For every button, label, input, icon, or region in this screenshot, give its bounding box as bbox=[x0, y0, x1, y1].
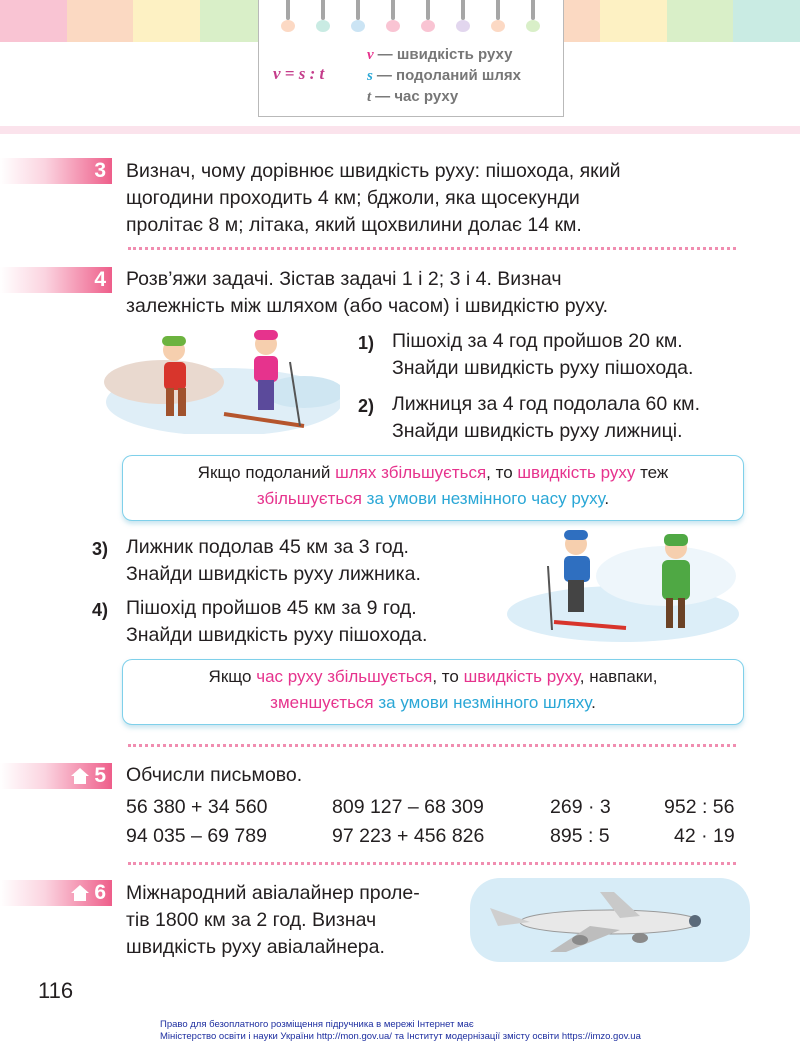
calc-expression: 94 035 – 69 789 bbox=[126, 825, 267, 847]
task-5-number-tab: 5 bbox=[0, 763, 112, 789]
section-divider bbox=[128, 744, 736, 747]
item-1-number: 1) bbox=[358, 333, 375, 353]
section-divider bbox=[128, 247, 736, 250]
ring-icon bbox=[531, 0, 535, 20]
header-color-segment bbox=[0, 0, 67, 42]
task-4-number-tab: 4 bbox=[0, 267, 112, 293]
task-3-text: Визнач, чому дорівнює швидкість руху: пішохода, який щогодини проходить 4 км; бджоли, яка щосекунди пролітає 8 м; літака, який щохвилини долає 14 км. bbox=[126, 160, 621, 236]
calc-expression: 809 127 – 68 309 bbox=[332, 796, 484, 818]
item-3-text: Лижник подолав 45 км за 3 год. Знайди швидкість руху лижника. bbox=[126, 536, 421, 585]
ring-icon bbox=[286, 0, 290, 20]
ring-icon bbox=[426, 0, 430, 20]
rule-box-1: Якщо подоланий шлях збільшується, то швидкість руху теж збільшується за умови незмінного часу руху. bbox=[122, 455, 744, 521]
hole-icon bbox=[316, 20, 330, 32]
header-color-segment bbox=[133, 0, 200, 42]
item-4-number: 4) bbox=[92, 600, 109, 620]
item-1-text: Пішохід за 4 год пройшов 20 км. Знайди швидкість руху пішохода. bbox=[392, 330, 694, 379]
task-3-number-tab: 3 bbox=[0, 158, 112, 184]
legend-t: t — час руху bbox=[367, 88, 459, 105]
hole-icon bbox=[386, 20, 400, 32]
calc-expression: 42 · 19 bbox=[674, 825, 735, 847]
footer-line-2: Міністерство освіти і науки України http://mon.gov.ua/ та Інститут модернізації змісту освіти https://imzo.gov.ua bbox=[160, 1031, 641, 1042]
header-color-segment bbox=[200, 0, 267, 42]
hole-icon bbox=[456, 20, 470, 32]
skier-and-walker-illustration bbox=[506, 526, 740, 642]
hole-icon bbox=[526, 20, 540, 32]
hole-icon bbox=[421, 20, 435, 32]
page-number: 116 bbox=[38, 978, 74, 1003]
calc-expression: 952 : 56 bbox=[664, 796, 735, 818]
calc-expression: 895 : 5 bbox=[550, 825, 610, 847]
legend-s: s — подоланий шлях bbox=[367, 67, 522, 84]
kids-skiing-illustration bbox=[104, 322, 340, 434]
task-6-number-tab: 6 bbox=[0, 880, 112, 906]
home-task-icon bbox=[70, 884, 90, 902]
item-2-number: 2) bbox=[358, 396, 375, 416]
section-divider bbox=[128, 862, 736, 865]
footer-line-1: Право для безоплатного розміщення підручника в мережі Інтернет має bbox=[160, 1019, 474, 1030]
ring-icon bbox=[496, 0, 500, 20]
calc-expression: 97 223 + 456 826 bbox=[332, 825, 485, 847]
calc-expression: 56 380 + 34 560 bbox=[126, 796, 268, 818]
formula-note bbox=[258, 0, 564, 117]
header-color-segment bbox=[600, 0, 667, 42]
speed-formula: v = s : t bbox=[273, 64, 325, 83]
item-4-text: Пішохід пройшов 45 км за 9 год. Знайди швидкість руху пішохода. bbox=[126, 597, 428, 646]
item-3-number: 3) bbox=[92, 539, 109, 559]
header-divider bbox=[0, 126, 800, 134]
task-6-text: Міжнародний авіалайнер проле- тів 1800 км за 2 год. Визнач швидкість руху авіалайнера. bbox=[126, 882, 420, 958]
item-2-text: Лижниця за 4 год подолала 60 км. Знайди швидкість руху лижниці. bbox=[392, 393, 701, 442]
hole-icon bbox=[281, 20, 295, 32]
rule-box-2: Якщо час руху збільшується, то швидкість руху, навпаки, зменшується за умови незмінного шляху. bbox=[122, 659, 744, 725]
ring-icon bbox=[391, 0, 395, 20]
legend-v: v — швидкість руху bbox=[367, 46, 513, 63]
ring-icon bbox=[321, 0, 325, 20]
header-color-segment bbox=[733, 0, 800, 42]
hole-icon bbox=[351, 20, 365, 32]
home-task-icon bbox=[70, 767, 90, 785]
hole-icon bbox=[491, 20, 505, 32]
task-5-title: Обчисли письмово. bbox=[126, 764, 303, 786]
airliner-illustration bbox=[470, 878, 750, 962]
calc-expression: 269 · 3 bbox=[550, 796, 611, 818]
header-color-segment bbox=[67, 0, 134, 42]
header-color-segment bbox=[667, 0, 734, 42]
ring-icon bbox=[461, 0, 465, 20]
task-4-text: Розв’яжи задачі. Зістав задачі 1 і 2; 3 і 4. Визнач залежність між шляхом (або часом) і швидкістю руху. bbox=[126, 268, 609, 317]
ring-icon bbox=[356, 0, 360, 20]
